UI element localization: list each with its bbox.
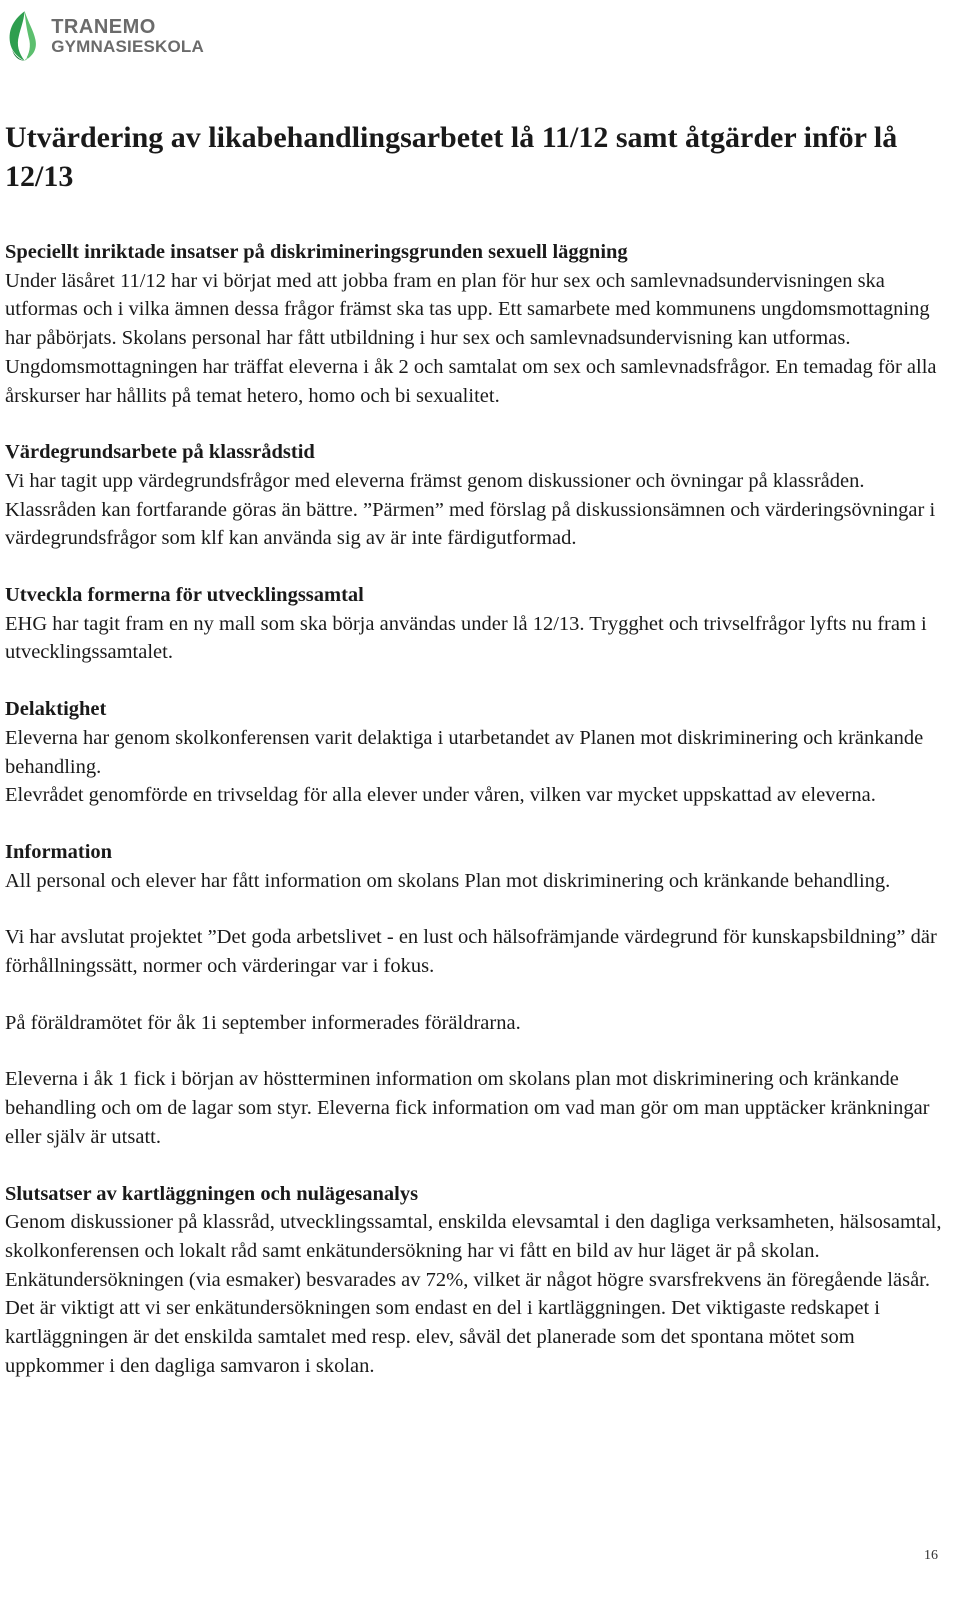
section-paragraph: Elevrådet genomförde en trivseldag för alla elever under våren, vilken var mycket uppskattad av eleverna. [5,784,876,807]
section-paragraph: Eleverna i åk 1 fick i början av höstterminen information om skolans plan mot diskriminering och kränkande behandling och om de lagar som styr. Eleverna fick information om vad man gör om man upptäcker kränkningar eller själv är utsatt. [5,1068,930,1148]
section-paragraph: EHG har tagit fram en ny mall som ska börja användas under lå 12/13. Trygghet och trivselfrågor lyfts nu fram i utvecklingssamtalet. [5,612,927,664]
section-paragraph: På föräldramötet för åk 1i september informerades föräldrarna. [5,1011,521,1034]
section-heading: Värdegrundsarbete på klassrådstid [5,441,315,464]
section-heading: Slutsatser av kartläggningen och nulägesanalys [5,1182,419,1205]
section-paragraph: Under läsåret 11/12 har vi börjat med att jobba fram en plan för hur sex och samlevnadsundervisningen ska utformas och i vilka ämnen dessa frågor främst ska tas upp. Ett samarbete med kommunens ungdomsmottagning har påbörjats. Skolans personal har fått utbildning i hur sex och samlevnadsundervisning kan utformas. Ungdomsmottagningen har träffat eleverna i åk 2 och samtalat om sex och samlevnadsfrågor. En temadag för alla årskurser har hållits på temat hetero, homo och bi sexualitet. [5,269,937,407]
school-logo [4,2,204,70]
section-conclusions [5,1180,955,1381]
section-information [5,838,955,1152]
section-development-talks [5,581,955,667]
section-paragraph: Vi har tagit upp värdegrundsfrågor med eleverna främst genom diskussioner och övningar på klassråden. Klassråden kan fortfarande göras än bättre. ”Pärmen” med förslag på diskussionsämnen och värderingsövningar i värdegrundsfrågor som klf kan använda sig av är inte färdigutformad. [5,469,936,550]
logo-line2: GYMNASIESKOLA [51,36,204,56]
section-heading: Speciellt inriktade insatser på diskrimineringsgrunden sexuell läggning [5,241,628,263]
document-body [5,118,955,1409]
page-number: 16 [924,1548,938,1563]
section-heading: Utveckla formerna för utvecklingssamtal [5,584,364,607]
section-heading: Information [5,840,113,863]
section-sexual-orientation [5,238,955,410]
document-title: Utvärdering av likabehandlingsarbetet lå 11/12 samt åtgärder inför lå 12/13 [5,121,898,193]
section-paragraph: Vi har avslutat projektet ”Det goda arbetslivet - en lust och hälsofrämjande värdegrund för kunskapsbildning” där förhållningssätt, normer och värderingar var i fokus. [5,926,937,978]
section-paragraph: Genom diskussioner på klassråd, utvecklingssamtal, enskilda elevsamtal i den dagliga verksamheten, hälsosamtal, skolkonferensen och lokalt råd samt enkätundersökning har vi fått en bild av hur läget är på skolan. Enkätundersökningen (via esmaker) besvarades av 72%, vilket är något högre svarsfrekvens än föregående läsår. Det är viktigt att vi ser enkätundersökningen som endast en del i kartläggningen. Det viktigaste redskapet i kartläggningen är det enskilda samtalet med resp. elev, såväl det planerade som det spontana mötet som uppkommer i den dagliga samvaron i skolan. [5,1211,942,1377]
section-paragraph: All personal och elever har fått information om skolans Plan mot diskriminering och kränkande behandling. [5,869,891,892]
section-values-work [5,438,955,553]
logo-line1: TRANEMO [51,15,156,38]
section-paragraph: Eleverna har genom skolkonferensen varit delaktiga i utarbetandet av Planen mot diskriminering och kränkande behandling. [5,726,924,778]
section-participation [5,695,955,810]
leaf-flame-icon [4,3,45,69]
logo-wordmark [51,17,204,56]
section-heading: Delaktighet [5,698,107,721]
